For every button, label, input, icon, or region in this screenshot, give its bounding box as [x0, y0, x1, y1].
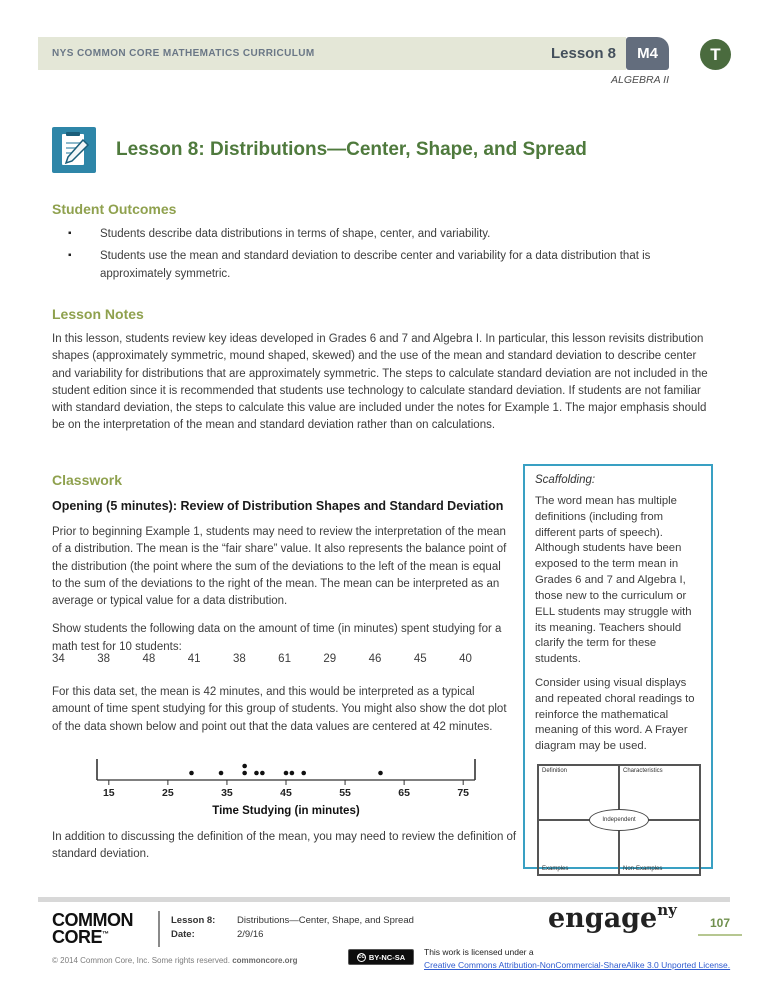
scaffolding-paragraph-2: Consider using visual displays and repeated choral readings to reinforce the mathematical meaning of this word. A Frayer diagram may be used.: [535, 676, 695, 753]
footer-divider-bar: [38, 897, 730, 902]
data-value: 38: [97, 653, 111, 665]
outcome-bullet: ▪ Students describe data distributions in terms of shape, center, and variability.: [52, 226, 712, 243]
student-outcomes-section: [52, 201, 712, 288]
license-text: [424, 946, 730, 972]
lesson-notes-heading: Lesson Notes: [52, 306, 144, 322]
data-value: 29: [323, 653, 337, 665]
notepad-pencil-icon: [52, 127, 96, 173]
svg-text:45: 45: [280, 787, 292, 799]
classwork-heading: Classwork: [52, 472, 123, 488]
common-core-logo-line1: COMMON: [52, 910, 133, 930]
classwork-paragraph-show: Show students the following data on the amount of time (in minutes) spent studying for a math test for 10 students:: [52, 623, 502, 653]
common-core-logo-line2: CORE™: [52, 926, 109, 947]
dot-plot-time-studying: [92, 750, 480, 820]
module-badge: M4: [626, 37, 669, 70]
common-core-logo: [52, 912, 133, 945]
svg-text:Time Studying (in minutes): Time Studying (in minutes): [212, 805, 360, 817]
data-value: 46: [368, 653, 382, 665]
classwork-paragraph-3: In addition to discussing the definition of the mean, you may need to review the definition of standard deviation.: [52, 831, 517, 861]
lesson-notes-section: [52, 306, 714, 435]
cc-by-nc-sa-badge: cc BY-NC-SA: [348, 949, 414, 965]
copyright-line: © 2014 Common Core, Inc. Some rights reserved. commoncore.org: [52, 956, 298, 965]
scaffolding-paragraph-1: The word mean has multiple definitions (including from different parts of speech). Although students have been exposed to the term mean in Grades 6 and 7 and Algebra I, those new to the curriculum or ELL students may struggle with its meaning. Teachers should clarify the term for these students.: [535, 495, 692, 666]
header-lesson-label: Lesson 8: [550, 45, 616, 62]
data-value: 41: [187, 653, 201, 665]
frayer-label-characteristics: Characteristics: [623, 768, 663, 774]
data-value: 61: [278, 653, 291, 665]
footer-lesson-label: Lesson 8:: [171, 915, 216, 926]
page-title: Lesson 8: Distributions—Center, Shape, and Spread: [116, 139, 587, 160]
scaffolding-box: [523, 464, 713, 872]
data-value: 34: [52, 653, 65, 665]
frayer-label-examples: Examples: [542, 866, 569, 872]
data-value: 45: [413, 653, 427, 665]
classwork-paragraph-2: For this data set, the mean is 42 minutes, and this would be interpreted as a typical amount of time spent studying for this group of students. You might also show the dot plot of the data shown below and point out that the data values are centered at 42 minutes.: [52, 686, 507, 733]
footer-vertical-divider: [158, 911, 160, 947]
license-intro: This work is licensed under a: [424, 947, 534, 957]
student-outcomes-heading: Student Outcomes: [52, 201, 177, 217]
footer-lesson-values: [237, 914, 414, 942]
footer-lesson-value: Distributions—Center, Shape, and Spread: [237, 915, 414, 926]
teacher-edition-badge: T: [700, 39, 731, 70]
header-bar: [38, 37, 626, 70]
page-number: 107: [698, 916, 742, 936]
outcome-bullet: ▪ Students use the mean and standard deviation to describe center and variability for a data distribution that is approximately symmetric.: [52, 248, 712, 283]
commoncore-site: commoncore.org: [232, 956, 298, 965]
classwork-section: [52, 472, 510, 656]
cc-icon: cc: [358, 954, 365, 960]
curriculum-label: NYS COMMON CORE MATHEMATICS CURRICULUM: [52, 48, 315, 59]
svg-text:75: 75: [457, 787, 470, 799]
study-time-data-row: [52, 653, 472, 665]
lesson-notes-body: In this lesson, students review key ideas developed in Grades 6 and 7 and Algebra I. In particular, this lesson revisits distribution shapes (approximately symmetric, mound shaped, skewed) and the use of the mean and standard deviation to describe center and variability for distributions that are approximately symmetric. The steps to calculate standard deviation are not included in the student edition since it is recommended that students use technology to calculate standard deviation. If students are not familiar with standard deviation, the steps to calculate this value are included under the notes for Example 1. The major emphasis should be on the interpretation of the mean and standard deviation rather than on calculations.: [52, 333, 708, 432]
frayer-center-word: Independent: [589, 809, 649, 831]
data-value: 48: [142, 653, 156, 665]
footer-lesson-meta: [171, 914, 233, 942]
license-link[interactable]: Creative Commons Attribution-NonCommercial-ShareAlike 3.0 Unported License.: [424, 959, 731, 970]
svg-text:25: 25: [162, 787, 174, 799]
data-value: 40: [459, 653, 472, 665]
opening-heading: Opening (5 minutes): Review of Distribution Shapes and Standard Deviation: [52, 499, 504, 513]
svg-text:15: 15: [102, 787, 115, 799]
svg-text:55: 55: [339, 787, 351, 799]
frayer-diagram: [537, 764, 701, 876]
data-value: 38: [232, 653, 246, 665]
engage-ny-logo: engage$^{ny}$: [548, 901, 677, 934]
frayer-label-non-examples: Non-Examples: [623, 866, 663, 872]
footer-date-label: Date:: [171, 928, 195, 940]
footer-date-value: 2/9/16: [237, 928, 264, 940]
classwork-paragraph-1: Prior to beginning Example 1, students may need to review the interpretation of the mean of a distribution. The mean is the “fair share” value. It also represents the balance point of the distribution (the point where the sum of the deviations to the left of the mean is equal to the sum of the deviations to the right of the mean. The mean can be interpreted as an average or typical value for a data distribution.: [52, 526, 507, 607]
course-label: ALGEBRA II: [611, 74, 669, 86]
scaffolding-heading: Scaffolding:: [535, 474, 596, 486]
frayer-label-definition: Definition: [542, 768, 568, 774]
svg-text:65: 65: [398, 787, 410, 799]
svg-text:35: 35: [221, 787, 233, 799]
lesson-title-row: [52, 127, 587, 173]
